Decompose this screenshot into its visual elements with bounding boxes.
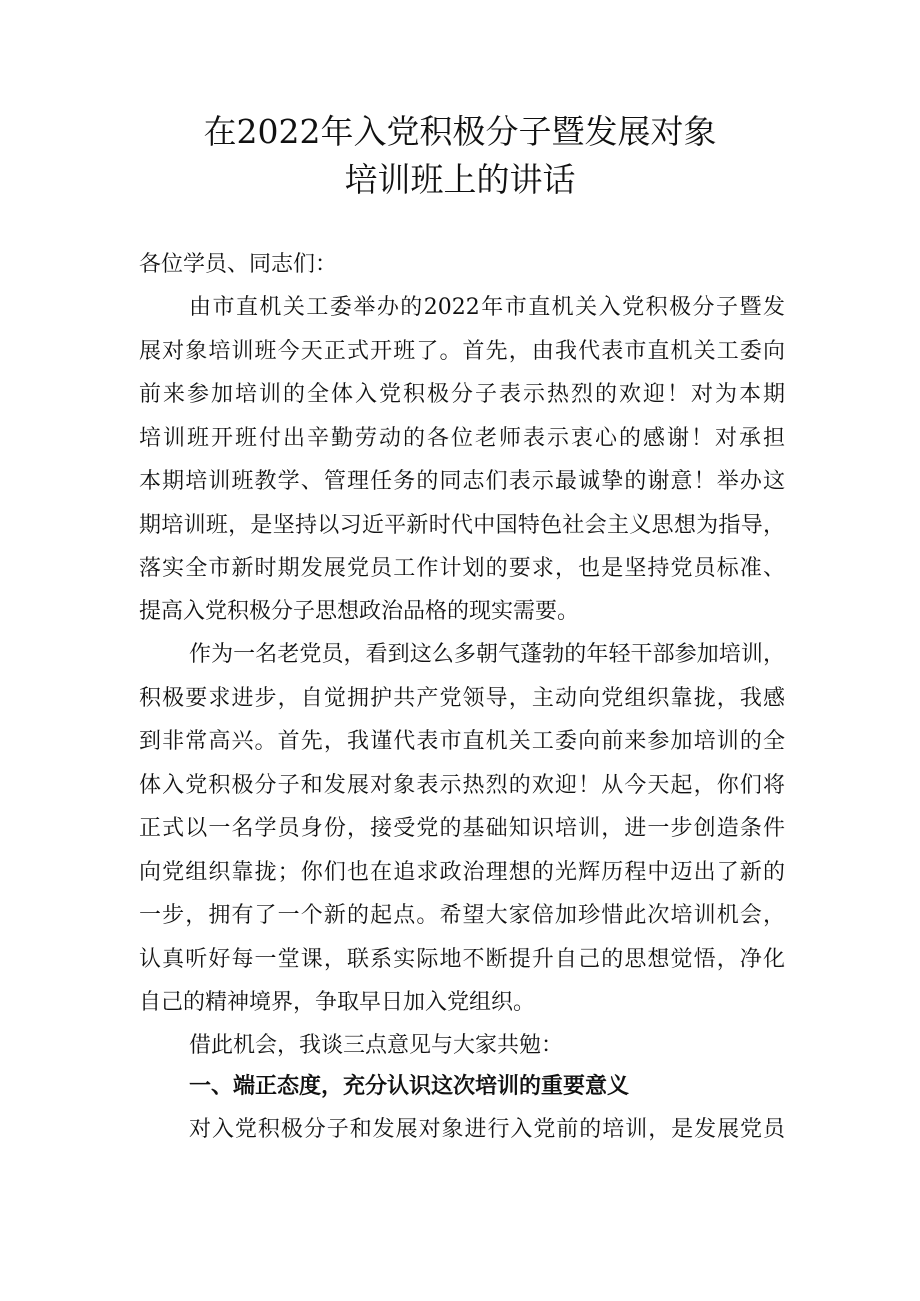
- paragraph-line: 展对象培训班今天正式开班了。首先，由我代表市直机关工委向: [139, 339, 785, 364]
- paragraph-line: 期培训班，是坚持以习近平新时代中国特色社会主义思想为指导，: [139, 513, 785, 538]
- paragraph-line: 本期培训班教学、管理任务的同志们表示最诚挚的谢意！举办这: [139, 469, 785, 494]
- document-title-line-1: 在2022年入党积极分子暨发展对象: [203, 112, 717, 151]
- paragraph-line: 积极要求进步，自觉拥护共产党领导，主动向党组织靠拢，我感: [139, 686, 785, 711]
- section-heading-1: 一、端正态度，充分认识这次培训的重要意义: [189, 1074, 630, 1099]
- paragraph-line: 体入党积极分子和发展对象表示热烈的欢迎！从今天起，你们将: [139, 773, 785, 798]
- paragraph-line: 前来参加培训的全体入党积极分子表示热烈的欢迎！对为本期: [139, 382, 785, 407]
- paragraph-line: 到非常高兴。首先，我谨代表市直机关工委向前来参加培训的全: [139, 729, 785, 754]
- document-title-line-2: 培训班上的讲话: [344, 160, 576, 199]
- paragraph-line: 向党组织靠拢；你们也在追求政治理想的光辉历程中迈出了新的: [139, 860, 785, 885]
- paragraph-line: 落实全市新时期发展党员工作计划的要求，也是坚持党员标准、: [139, 556, 785, 581]
- paragraph-line: 认真听好每一堂课，联系实际地不断提升自己的思想觉悟，净化: [139, 947, 785, 972]
- paragraph-line: 自己的精神境界，争取早日加入党组织。: [139, 990, 536, 1015]
- paragraph-line: 培训班开班付出辛勤劳动的各位老师表示衷心的感谢！对承担: [139, 426, 785, 451]
- paragraph-line: 一步，拥有了一个新的起点。希望大家倍加珍惜此次培训机会，: [139, 903, 785, 928]
- paragraph-line: 作为一名老党员，看到这么多朝气蓬勃的年轻干部参加培训，: [189, 642, 785, 667]
- paragraph-line: 由市直机关工委举办的2022年市直机关入党积极分子暨发: [189, 295, 785, 320]
- paragraph-3: 借此机会，我谈三点意见与大家共勉：: [189, 1033, 564, 1058]
- paragraph-line: 提高入党积极分子思想政治品格的现实需要。: [139, 599, 580, 624]
- paragraph-line: 正式以一名学员身份，接受党的基础知识培训，进一步创造条件: [139, 816, 785, 841]
- paragraph-4-line-1: 对入党积极分子和发展对象进行入党前的培训，是发展党员: [189, 1117, 785, 1142]
- greeting: 各位学员、同志们：: [139, 252, 338, 277]
